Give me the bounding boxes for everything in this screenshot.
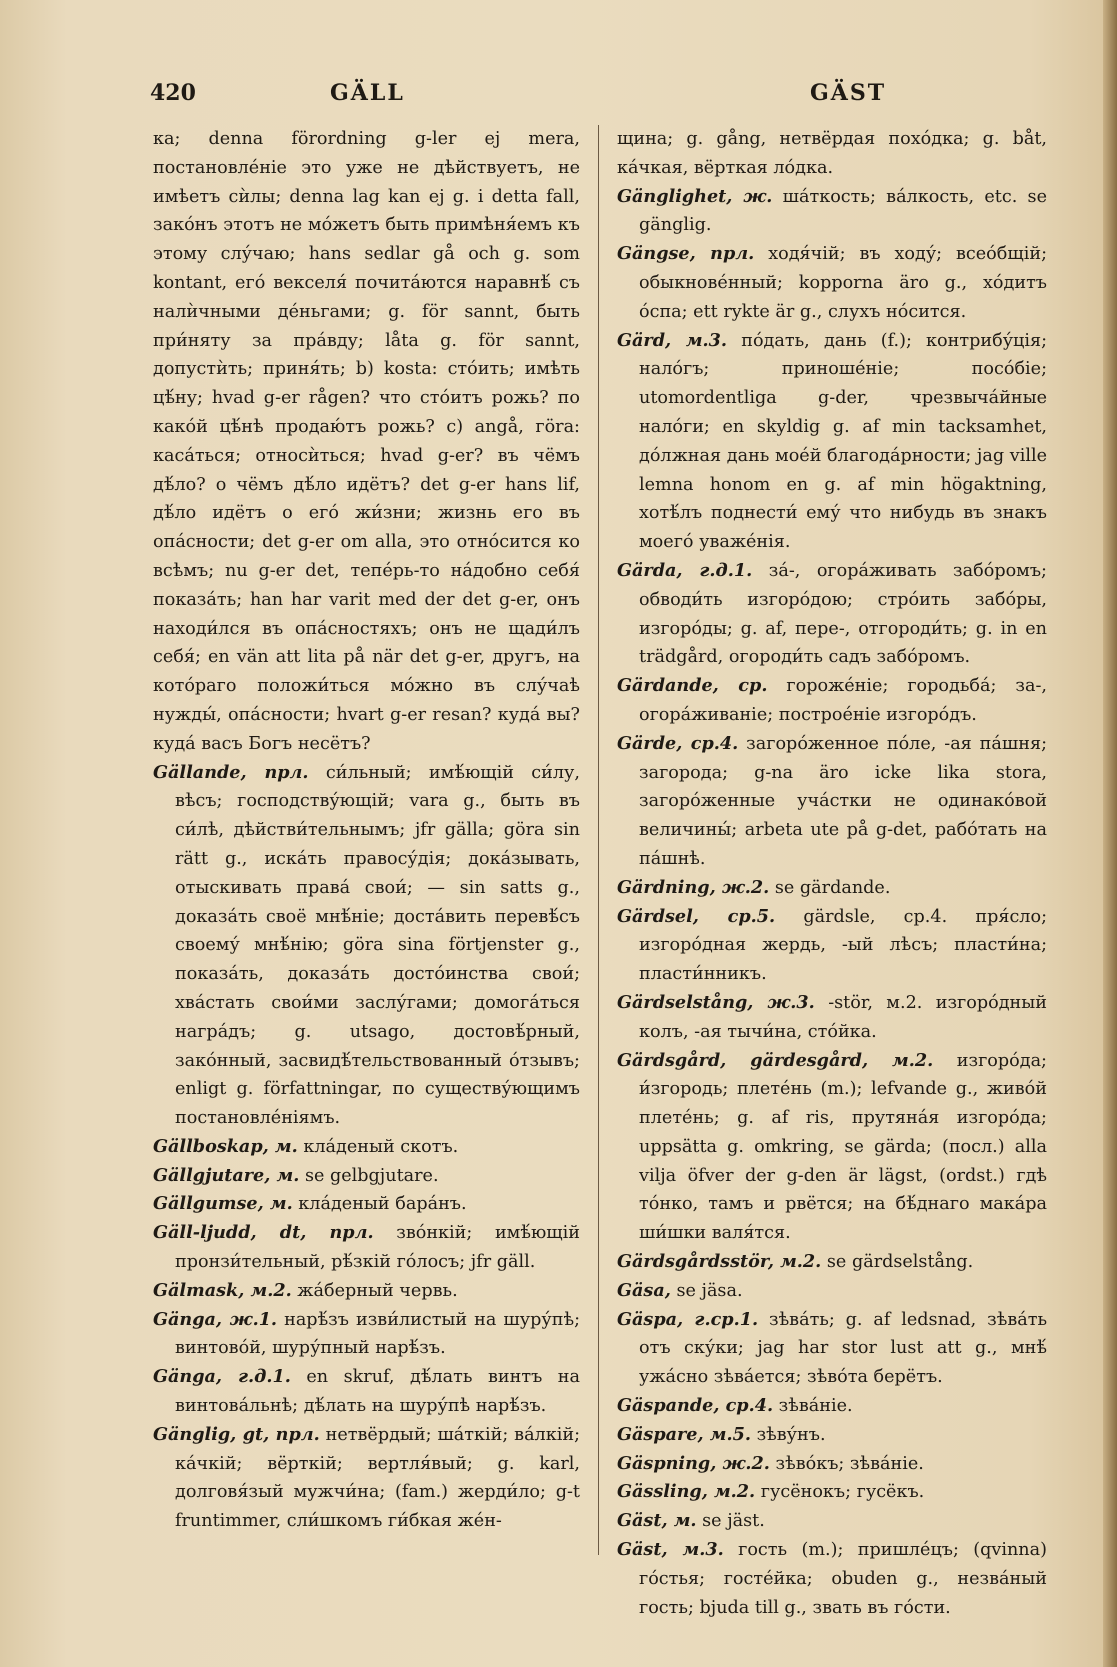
dictionary-entry bbox=[617, 1450, 1047, 1479]
entry-definition: ходя́чій; въ ходу́; всеóбщій; обыкновéнный; kopporna äro g., хóдитъ óспа; ett rykte är g., слухъ нóсится. bbox=[639, 244, 1048, 322]
entry-headword: Gäsa, bbox=[617, 1279, 671, 1301]
entry-definition: пóдать, дань (f.); контрибу́ція; налóгъ; приношéніе; посóбіе; utomordentliga g-der, чрезвыча́йные налóги; en skyldig g. af min tacksamhet, дóлжная дань моéй благода́рности; jag ville lemna honom en g. af min högaktning, хотѣ́лъ поднести́ ему́ что нибудь въ знакъ моегó уважéнія. bbox=[639, 330, 1048, 553]
entry-definition: гусёнокъ; гусёкъ. bbox=[760, 1482, 925, 1503]
entry-definition: se gelbgjutare. bbox=[304, 1165, 439, 1186]
entry-headword: Gällgjutare, м. bbox=[153, 1164, 300, 1186]
entry-definition: se jäsa. bbox=[676, 1280, 743, 1301]
dictionary-entry bbox=[153, 1421, 580, 1536]
entry-headword: Gäspa, г.ср.1. bbox=[617, 1308, 759, 1330]
column-divider bbox=[598, 125, 599, 1555]
dictionary-entry bbox=[153, 1133, 580, 1162]
dictionary-entry bbox=[153, 759, 580, 1133]
entry-definition: ка; denna förordning g-ler ej mera, постановлéніе это уже не дѣйствуетъ, не имѣетъ сѝлы; denna lag kan ej g. i detta fall, закóнъ этотъ не мóжетъ быть примѣня́емъ къ этому слу́чаю; hans sedlar gå och g. som kontant, его́ векселя́ почита́ются наравнѣ́ съ налѝчными де́ньгами; g. för sannt, быть при́няту за пра́вду; låta g. för sannt, допустѝть; приня́ть; b) kosta: стóить; имѣть цѣ́ну; hvad g-er rågen? что стóитъ рожь? по какóй цѣ́нѣ продаю́тъ рожь? c) angå, гöra: каса́ться; относѝться; hvad g-er? въ чёмъ дѣ́ло? о чёмъ дѣ́ло идётъ? det g-er hans lif, дѣ́ло идётъ о его́ жи́зни; жизнь его въ опа́сности; det g-er om alla, это отнóсится ко всѣмъ; nu g-er det, тепе́рь-то на́добно себя́ показа́ть; han har varit med der det g-er, онъ находи́лся въ опа́сностяхъ; онъ не щади́лъ себя́; en vän att lita på när det g-er, другъ, на котóраго положи́ться мóжно въ слу́чаѣ нужды́, опа́сности; hvart g-er resan? куда́ вы? куда́ васъ Богъ несётъ? bbox=[153, 129, 580, 754]
dictionary-entry bbox=[617, 989, 1047, 1047]
entry-definition: se jäst. bbox=[702, 1511, 765, 1532]
entry-definition: жа́берный червь. bbox=[297, 1280, 458, 1301]
entry-headword: Gänglig, gt, прл. bbox=[153, 1423, 320, 1445]
entry-definition: звóнкій; имѣ́ющій пронзи́тельный, рѣ́зкій гóлосъ; jfr gäll. bbox=[175, 1223, 580, 1273]
entry-definition: щина; g. gång, нетвёрдая похóдка; g. båt, ка́чкая, вёрткая лóдка. bbox=[617, 129, 1047, 178]
entry-definition: гость (m.); пришле́цъ; (qvinna) гóстья; гостéйка; obuden g., незва́ный гость; bjuda till g., звать въ гóсти. bbox=[639, 1540, 1047, 1618]
entry-headword: Gärdande, ср. bbox=[617, 675, 768, 697]
entry-definition: за́-, огора́живать забóромъ; обводи́ть изгорóдою; стрóить забóры, изгорóды; g. af, пере-, отгороди́ть; g. in en trädgård, огороди́ть садъ забóромъ. bbox=[639, 560, 1047, 668]
entry-headword: Gäll-ljudd, dt, прл. bbox=[153, 1222, 374, 1244]
right-column bbox=[617, 125, 1047, 1622]
entry-definition: se gärdselstång. bbox=[826, 1252, 974, 1273]
entry-headword: Gänglighet, ж. bbox=[617, 185, 773, 207]
entry-headword: Gängse, прл. bbox=[617, 243, 755, 265]
guide-word-right: GÄST bbox=[810, 80, 887, 106]
entry-definition: загорóженное пóле, -ая па́шня; загорода; g-na äro icke lika stora, загорóженные уча́стки не одинакóвой величины́; arbeta ute på g-det, рабóтать на па́шнѣ. bbox=[639, 733, 1047, 869]
entry-definition: зѣва́ть; g. af ledsnad, зѣва́ть отъ ску́ки; jag har stor lust att g., мнѣ́ ужа́сно зѣва́ется; зѣвóта берётъ. bbox=[639, 1309, 1048, 1388]
entry-definition: gärdsle, ср.4. пря́сло; изгорóдная жердь, -ый лѣсъ; пласти́на; пласти́нникъ. bbox=[639, 906, 1048, 985]
dictionary-entry bbox=[153, 1277, 580, 1306]
dictionary-entry bbox=[617, 1306, 1047, 1392]
dictionary-entry bbox=[153, 1219, 580, 1277]
dictionary-entry bbox=[617, 903, 1047, 989]
dictionary-entry bbox=[617, 1507, 1047, 1536]
guide-word-left: GÄLL bbox=[330, 80, 405, 106]
entry-headword: Gärdsgårdsstör, м.2. bbox=[617, 1251, 822, 1273]
entry-definition: se gärdande. bbox=[774, 877, 891, 898]
dictionary-entry bbox=[617, 1277, 1047, 1306]
running-header bbox=[150, 80, 1010, 116]
dictionary-entry bbox=[153, 1306, 580, 1364]
left-column bbox=[153, 125, 580, 1536]
entry-headword: Gäst, м. bbox=[617, 1510, 697, 1532]
entry-definition: зѣва́ніе. bbox=[778, 1396, 853, 1417]
dictionary-entry bbox=[617, 672, 1047, 730]
dictionary-entry bbox=[617, 183, 1047, 241]
dictionary-entry bbox=[617, 1392, 1047, 1421]
dictionary-entry bbox=[617, 1478, 1047, 1507]
dictionary-entry bbox=[617, 125, 1047, 183]
dictionary-entry bbox=[617, 557, 1047, 672]
dictionary-entry bbox=[617, 730, 1047, 874]
entry-headword: Gärdselstång, ж.3. bbox=[617, 991, 815, 1013]
dictionary-entry bbox=[617, 1047, 1047, 1249]
entry-headword: Gälmask, м.2. bbox=[153, 1279, 292, 1301]
entry-headword: Gällgumse, м. bbox=[153, 1193, 293, 1215]
dictionary-entry bbox=[153, 1363, 580, 1421]
dictionary-entry bbox=[617, 1248, 1047, 1277]
entry-headword: Gäspare, м.5. bbox=[617, 1423, 751, 1445]
dictionary-entry bbox=[617, 1421, 1047, 1450]
entry-headword: Gäspande, ср.4. bbox=[617, 1395, 774, 1417]
entry-definition: нарѣ́зъ изви́листый на шуру́пѣ; винтовóй, шуру́пный нарѣ́зъ. bbox=[175, 1309, 580, 1359]
dictionary-entry bbox=[153, 125, 580, 759]
entry-headword: Gässling, м.2. bbox=[617, 1481, 756, 1503]
entry-headword: Gällande, прл. bbox=[153, 761, 309, 783]
entry-headword: Gällboskap, м. bbox=[153, 1135, 298, 1157]
entry-headword: Gärdning, ж.2. bbox=[617, 876, 770, 898]
page-number: 420 bbox=[150, 80, 196, 106]
entry-definition: -stör, м.2. изгорóдный колъ, -ая тычи́на, стóйка. bbox=[639, 992, 1048, 1042]
entry-headword: Gärd, м.3. bbox=[617, 329, 728, 351]
entry-headword: Gärde, ср.4. bbox=[617, 732, 739, 754]
dictionary-entry bbox=[617, 327, 1047, 557]
entry-definition: зѣвóкъ; зѣва́ніе. bbox=[775, 1453, 924, 1474]
entry-headword: Gäspning, ж.2. bbox=[617, 1452, 770, 1474]
entry-definition: кла́деный бара́нъ. bbox=[298, 1194, 467, 1215]
entry-definition: зѣву́нъ. bbox=[756, 1424, 826, 1445]
entry-headword: Gärdsel, ср.5. bbox=[617, 905, 776, 927]
entry-headword: Gänga, г.д.1. bbox=[153, 1366, 291, 1388]
entry-definition: ша́ткость; ва́лкость, etc. se gänglig. bbox=[639, 186, 1048, 236]
entry-definition: изгорóда; и́згородь; плетéнь (m.); lefvande g., живóй плетéнь; g. af ris, прутяна́я изгорóда; uppsätta g. omkring, se gärda; (посл.) alla vilja öfver der g-den är lägst, (ordst.) гдѣ тóнко, тамъ и рвётся; на бѣ́днаго мака́ра ши́шки валя́тся. bbox=[639, 1050, 1047, 1244]
page-edge bbox=[1103, 0, 1117, 1667]
dictionary-entry bbox=[617, 240, 1047, 326]
dictionary-entry bbox=[617, 874, 1047, 903]
entry-definition: горожéніе; городьба́; за-, огора́живаніе; построéніе изгорóдъ. bbox=[639, 676, 1048, 725]
entry-definition: en skruf, дѣ́лать винтъ на винтова́льнѣ; дѣ́лать на шуру́пѣ нарѣ́зъ. bbox=[175, 1367, 580, 1417]
entry-definition: си́льный; имѣ́ющій си́лу, вѣсъ; господству́ющій; vara g., быть въ си́лѣ, дѣйстви́тельнымъ; jfr gälla; göra sin rätt g., иска́ть правосу́дія; дока́зывать, отыскивать права́ свои́; — sin satts g., доказа́ть своё мнѣ́ніе; доста́вить перевѣ́съ своему́ мнѣ́нію; göra sina förtjenster g., показа́ть, доказа́ть достóинства свои́; хва́стать свои́ми заслу́гами; домога́ться награ́дъ; g. utsago, достовѣ́рный, закóнный, засвидѣ́тельствованный óтзывъ; enligt g. författningar, по существу́ющимъ постановле́ніямъ. bbox=[175, 762, 581, 1129]
entry-headword: Gärda, г.д.1. bbox=[617, 559, 753, 581]
dictionary-entry bbox=[617, 1536, 1047, 1622]
entry-headword: Gärdsgård, gärdesgård, м.2. bbox=[617, 1049, 934, 1071]
entry-definition: нетвёрдый; ша́ткій; ва́лкій; ка́чкій; вёрткій; вертля́вый; g. karl, долговя́зый мужчи́на; (fam.) жерди́ло; g-t fruntimmer, сли́шкомъ ги́бкая же́н- bbox=[175, 1424, 581, 1532]
entry-headword: Gänga, ж.1. bbox=[153, 1308, 278, 1330]
dictionary-entry bbox=[153, 1162, 580, 1191]
entry-definition: кла́деный скотъ. bbox=[303, 1136, 459, 1157]
entry-headword: Gäst, м.3. bbox=[617, 1539, 724, 1561]
dictionary-entry bbox=[153, 1190, 580, 1219]
